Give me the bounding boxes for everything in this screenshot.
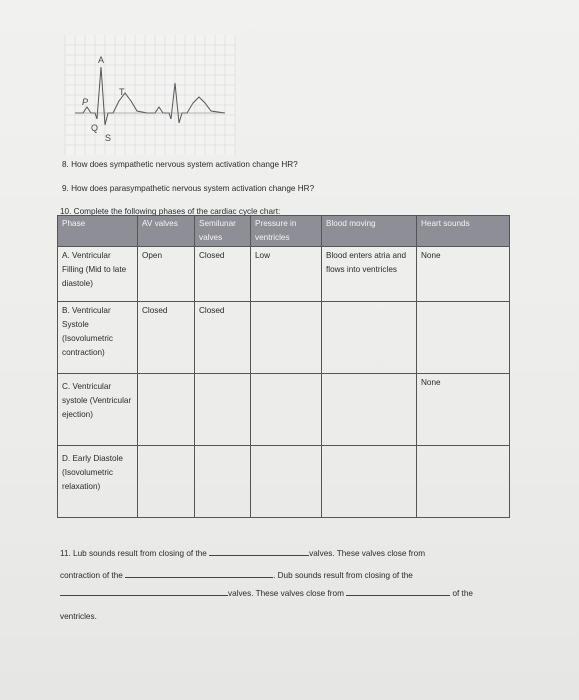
cell-semilunar[interactable]	[195, 446, 251, 518]
q11-text-5: valves. These valves close from	[228, 589, 344, 598]
table-row	[58, 247, 510, 302]
q11-text-2: valves. These valves close from	[309, 549, 426, 558]
cell-av[interactable]: Closed	[138, 302, 195, 374]
header-semilunar-valves: Semilunar valves	[195, 216, 251, 247]
q11-text-3: contraction of the	[60, 571, 123, 580]
question-10: 10. Complete the following phases of the cardiac cycle chart:	[60, 207, 281, 216]
q11-text-4: . Dub sounds result from closing of the	[273, 571, 413, 580]
ecg-label-p: P	[82, 97, 89, 107]
cardiac-cycle-table	[57, 215, 510, 518]
cell-blood-moving[interactable]	[322, 374, 417, 446]
cell-heart-sounds[interactable]: None	[417, 247, 510, 302]
cell-av[interactable]	[138, 446, 195, 518]
question-9: 9. How does parasympathetic nervous system activation change HR?	[62, 184, 315, 193]
cell-blood-moving[interactable]: Blood enters atria and flows into ventricles	[322, 247, 417, 302]
cell-heart-sounds[interactable]	[417, 446, 510, 518]
q11-blank-1[interactable]	[209, 546, 309, 556]
question-11-line4: ventricles.	[60, 612, 97, 621]
cell-phase: B. Ventricular Systole (Isovolumetric contraction)	[58, 302, 138, 374]
cell-phase: C. Ventricular systole (Ventricular ejection)	[58, 374, 138, 446]
cell-phase: A. Ventricular Filling (Mid to late diastole)	[58, 247, 138, 302]
cell-blood-moving[interactable]	[322, 302, 417, 374]
cell-av[interactable]: Open	[138, 247, 195, 302]
ecg-grid-image	[55, 35, 240, 155]
ecg-sketch	[55, 35, 240, 155]
table-row	[58, 446, 510, 518]
cell-phase: D. Early Diastole (Isovolumetric relaxation)	[58, 446, 138, 518]
table-row	[58, 374, 510, 446]
ecg-label-s: S	[105, 133, 112, 143]
cell-av[interactable]	[138, 374, 195, 446]
cell-heart-sounds[interactable]	[417, 302, 510, 374]
cell-semilunar[interactable]: Closed	[195, 247, 251, 302]
question-11-line1	[60, 546, 425, 558]
q11-text-6: of the	[452, 589, 473, 598]
cell-pressure[interactable]	[251, 374, 322, 446]
cell-semilunar[interactable]: Closed	[195, 302, 251, 374]
q11-text-1: 11. Lub sounds result from closing of the	[60, 549, 207, 558]
cell-pressure[interactable]	[251, 302, 322, 374]
header-heart-sounds: Heart sounds	[417, 216, 510, 247]
cell-heart-sounds[interactable]: None	[417, 374, 510, 446]
cell-pressure[interactable]: Low	[251, 247, 322, 302]
q11-blank-3[interactable]	[60, 586, 228, 596]
table-header-row	[58, 216, 510, 247]
ecg-label-t: T	[119, 87, 125, 97]
ecg-label-a: A	[98, 55, 105, 65]
q11-blank-2[interactable]	[125, 568, 273, 578]
header-blood-moving: Blood moving	[322, 216, 417, 247]
ecg-label-q: Q	[91, 123, 99, 133]
header-av-valves: AV valves	[138, 216, 195, 247]
header-pressure: Pressure in ventricles	[251, 216, 322, 247]
question-11-line2	[60, 568, 413, 580]
header-phase: Phase	[58, 216, 138, 247]
q11-blank-4[interactable]	[346, 586, 450, 596]
cell-pressure[interactable]	[251, 446, 322, 518]
cell-semilunar[interactable]	[195, 374, 251, 446]
question-8: 8. How does sympathetic nervous system activation change HR?	[62, 160, 298, 169]
cell-blood-moving[interactable]	[322, 446, 417, 518]
table-row	[58, 302, 510, 374]
question-11-line3	[60, 586, 473, 598]
